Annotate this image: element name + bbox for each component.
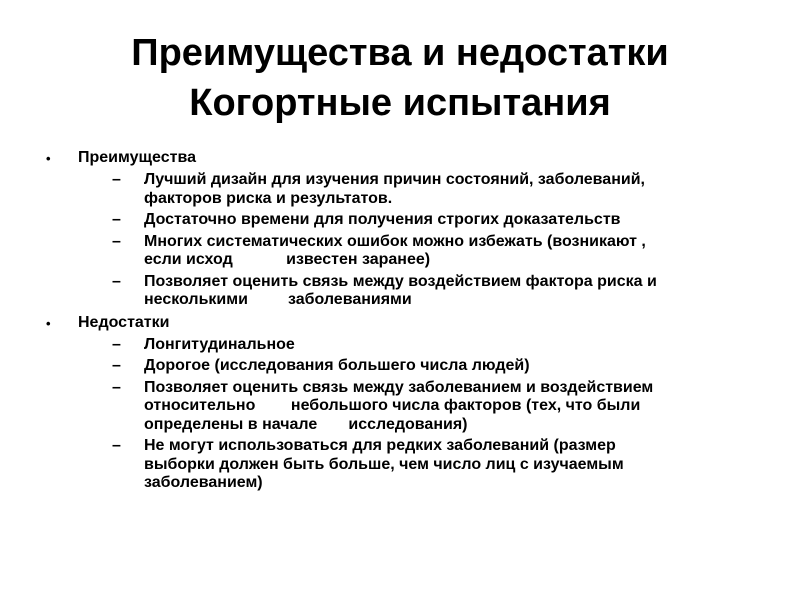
list-item xyxy=(112,379,766,435)
list-item-text: Лучший дизайн для изучения причин состояний, заболеваний, факторов риска и результатов. xyxy=(144,171,645,207)
list-item-text: Достаточно времени для получения строгих доказательств xyxy=(144,211,621,228)
list-item xyxy=(112,171,766,208)
list-item-text: Позволяет оценить связь между заболеванием и воздействием относительно небольшого числа факторов (тех, что были определены в начале исследования) xyxy=(144,378,654,433)
section-advantages xyxy=(46,148,766,310)
dash-icon: – xyxy=(112,232,121,250)
list-item xyxy=(112,336,766,355)
list-item-text: Дорогое (исследования большего числа людей) xyxy=(144,357,530,374)
list-item xyxy=(112,437,766,493)
section-disadvantages xyxy=(46,313,766,493)
dash-icon: – xyxy=(112,378,121,396)
disadvantages-list xyxy=(78,336,766,493)
bullet-icon: • xyxy=(46,151,51,166)
dash-icon: – xyxy=(112,171,121,188)
dash-icon: – xyxy=(112,272,121,290)
bullet-icon: • xyxy=(46,315,51,331)
list-item xyxy=(112,273,766,310)
list-item xyxy=(112,233,766,270)
list-item-text: Не могут использоваться для редких заболеваний (размер выборки должен быть больше, чем число лиц с изучаемым заболеванием) xyxy=(144,437,624,491)
section-label: Недостатки xyxy=(78,313,170,331)
list-item xyxy=(112,357,766,376)
slide-title xyxy=(0,28,800,128)
dash-icon: – xyxy=(112,211,121,228)
section-label: Преимущества xyxy=(78,149,196,166)
dash-icon: – xyxy=(112,357,121,374)
list-item-text: Многих систематических ошибок можно избежать (возникают , если исход известен заранее) xyxy=(144,232,646,268)
advantages-list xyxy=(78,171,766,310)
slide-title-line-2: Когортные испытания xyxy=(189,82,611,124)
slide-title-line-1: Преимущества и недостатки xyxy=(131,32,669,74)
list-item-text: Лонгитудинальное xyxy=(144,335,295,353)
dash-icon: – xyxy=(112,437,121,454)
bullet-list xyxy=(46,148,766,496)
list-item xyxy=(112,211,766,230)
dash-icon: – xyxy=(112,335,121,353)
list-item-text: Позволяет оценить связь между воздействием фактора риска и несколькими заболеваниями xyxy=(144,272,657,308)
